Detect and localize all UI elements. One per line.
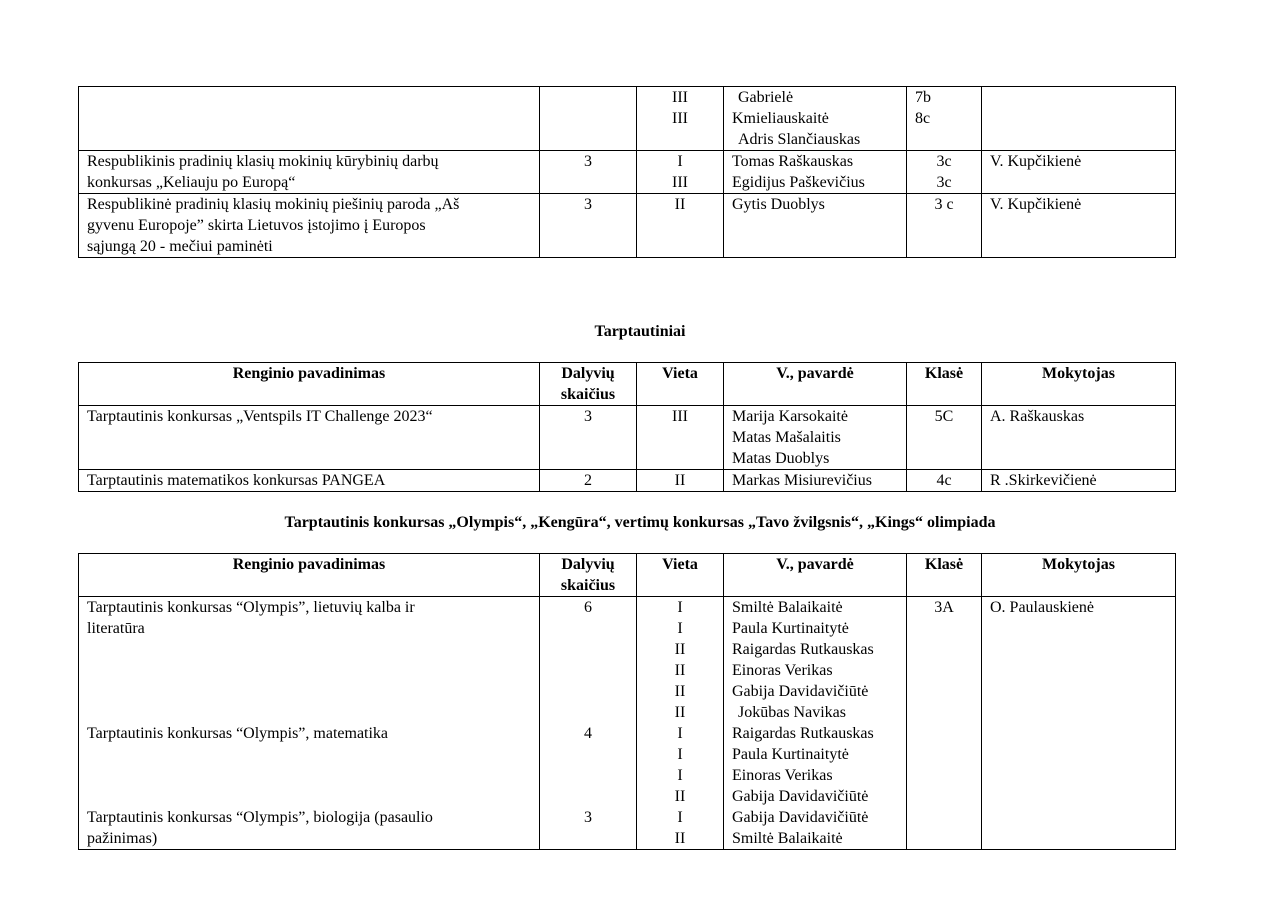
student-name: Matas Mašalaitis	[732, 429, 841, 446]
event-text: Tarptautinis konkursas “Olympis”, matematika	[87, 725, 389, 742]
teacher-cell: R .Skirkevičienė	[982, 470, 1176, 492]
place-value: II	[674, 662, 686, 679]
header-class: Klasė	[907, 363, 982, 406]
place-value: II	[674, 830, 686, 847]
student-name: Smiltė Balaikaitė	[732, 599, 843, 616]
student-name: Smiltė Balaikaitė	[732, 830, 843, 847]
table-header-row	[79, 363, 1176, 406]
class-cell: 5C	[907, 406, 982, 470]
event-text: pažinimas)	[87, 830, 158, 847]
count-cell: 2	[540, 470, 637, 492]
table-international	[78, 362, 1176, 492]
count-value: 3	[584, 809, 592, 826]
event-cell	[79, 151, 540, 194]
table-row	[79, 406, 1176, 470]
name-cell: Markas Misiurevičius	[724, 470, 907, 492]
header-count-line: Dalyvių	[561, 556, 615, 573]
header-teacher: Mokytojas	[982, 554, 1176, 597]
table-row	[79, 194, 1176, 258]
header-event: Renginio pavadinimas	[79, 363, 540, 406]
student-name: Gabrielė	[738, 89, 794, 106]
header-count-line: Dalyvių	[561, 365, 615, 382]
place-value: III	[672, 89, 688, 106]
section-heading-international: Tarptautiniai	[594, 323, 686, 340]
table-header-row	[79, 554, 1176, 597]
place-value: I	[677, 599, 683, 616]
count-value: 4	[584, 725, 592, 742]
student-name: Einoras Verikas	[732, 662, 833, 679]
name-cell	[724, 406, 907, 470]
event-text: literatūra	[87, 620, 145, 637]
event-text: Tarptautinis konkursas “Olympis”, lietuvių kalba ir	[87, 599, 415, 616]
class-cell	[907, 151, 982, 194]
place-cell: II	[637, 470, 724, 492]
place-value: I	[677, 153, 683, 170]
event-cell	[79, 194, 540, 258]
event-group	[87, 597, 531, 723]
student-name: Jokūbas Navikas	[738, 704, 846, 721]
student-name: Raigardas Rutkauskas	[732, 641, 874, 658]
table-row	[79, 87, 1176, 151]
name-cell	[724, 87, 907, 151]
header-place: Vieta	[637, 363, 724, 406]
place-value: II	[674, 683, 686, 700]
event-text: gyvenu Europoje” skirta Lietuvos įstojimo į Europos	[87, 217, 426, 234]
header-name: V., pavardė	[724, 363, 907, 406]
section-heading-olympis: Tarptautinis konkursas „Olympis“, „Kengūra“, vertimų konkursas „Tavo žvilgsnis“, „Kings“ olimpiada	[284, 514, 996, 531]
student-name: Paula Kurtinaitytė	[732, 620, 849, 637]
event-cell: Tarptautinis konkursas „Ventspils IT Challenge 2023“	[79, 406, 540, 470]
teacher-cell: A. Raškauskas	[982, 406, 1176, 470]
place-cell	[637, 597, 724, 850]
event-text: sąjungą 20 - mečiui paminėti	[87, 238, 273, 255]
header-teacher: Mokytojas	[982, 363, 1176, 406]
teacher-cell: V. Kupčikienė	[982, 194, 1176, 258]
class-value: 3c	[936, 174, 952, 191]
header-count	[540, 363, 637, 406]
name-cell	[724, 151, 907, 194]
header-class: Klasė	[907, 554, 982, 597]
place-value: I	[677, 620, 683, 637]
teacher-cell: O. Paulauskienė	[982, 597, 1176, 850]
class-cell: 4c	[907, 470, 982, 492]
place-value: I	[677, 746, 683, 763]
header-count	[540, 554, 637, 597]
teacher-cell: V. Kupčikienė	[982, 151, 1176, 194]
event-text: Respublikinė pradinių klasių mokinių piešinių paroda „Aš	[87, 196, 460, 213]
class-cell: 3 c	[907, 194, 982, 258]
place-cell	[637, 151, 724, 194]
student-name: Einoras Verikas	[732, 767, 833, 784]
student-name: Raigardas Rutkauskas	[732, 725, 874, 742]
place-cell: III	[637, 406, 724, 470]
table-row	[79, 151, 1176, 194]
place-value: I	[677, 767, 683, 784]
class-value: 7b	[915, 89, 931, 106]
place-value: III	[672, 174, 688, 191]
count-cell: 3	[540, 406, 637, 470]
table-row	[79, 470, 1176, 492]
class-cell: 3A	[907, 597, 982, 850]
student-name: Kmieliauskaitė	[732, 110, 829, 127]
event-text: konkursas „Keliauju po Europą“	[87, 174, 296, 191]
name-cell: Gytis Duoblys	[724, 194, 907, 258]
student-name: Gabija Davidavičiūtė	[732, 683, 869, 700]
student-name: Paula Kurtinaitytė	[732, 746, 849, 763]
student-name: Marija Karsokaitė	[732, 408, 848, 425]
place-cell	[637, 87, 724, 151]
student-name: Gabija Davidavičiūtė	[732, 788, 869, 805]
student-name: Tomas Raškauskas	[732, 153, 854, 170]
header-count-line: skaičius	[560, 577, 616, 594]
event-text: Respublikinis pradinių klasių mokinių kūrybinių darbų	[87, 153, 439, 170]
class-cell	[907, 87, 982, 151]
event-cell	[79, 87, 540, 151]
student-name: Adris Slančiauskas	[738, 131, 861, 148]
count-cell	[540, 87, 637, 151]
event-group	[87, 807, 531, 849]
class-value: 8c	[915, 110, 931, 127]
place-value: II	[674, 788, 686, 805]
count-cell: 3	[540, 194, 637, 258]
place-value: II	[674, 641, 686, 658]
event-text: Tarptautinis konkursas “Olympis”, biologija (pasaulio	[87, 809, 433, 826]
teacher-cell	[982, 87, 1176, 151]
event-group	[87, 723, 531, 807]
table-olympis	[78, 553, 1176, 850]
event-cell: Tarptautinis matematikos konkursas PANGEA	[79, 470, 540, 492]
place-value: I	[677, 809, 683, 826]
count-value: 6	[584, 599, 592, 616]
table-republic-continued	[78, 86, 1176, 258]
place-value: II	[674, 704, 686, 721]
class-value: 3c	[936, 153, 952, 170]
student-name: Gabija Davidavičiūtė	[732, 809, 869, 826]
table-row	[79, 597, 1176, 850]
name-cell	[724, 597, 907, 850]
header-event: Renginio pavadinimas	[79, 554, 540, 597]
student-name: Matas Duoblys	[732, 450, 830, 467]
place-value: I	[677, 725, 683, 742]
header-count-line: skaičius	[560, 386, 616, 403]
student-name: Egidijus Paškevičius	[732, 174, 865, 191]
header-name: V., pavardė	[724, 554, 907, 597]
count-cell: 3	[540, 151, 637, 194]
count-cell	[540, 597, 637, 850]
place-cell: II	[637, 194, 724, 258]
event-cell	[79, 597, 540, 850]
header-place: Vieta	[637, 554, 724, 597]
place-value: III	[672, 110, 688, 127]
